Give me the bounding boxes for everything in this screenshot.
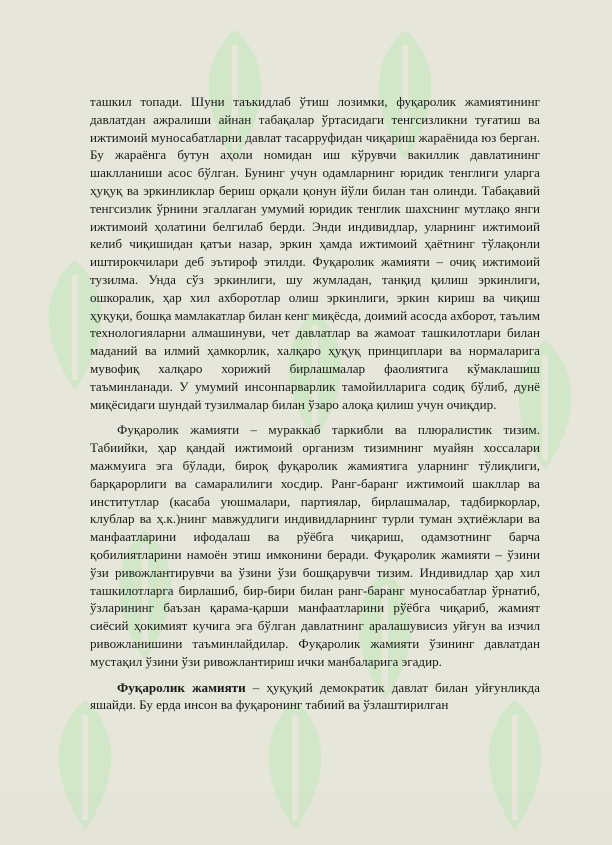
paragraph-3-term: Фуқаролик жамияти <box>117 679 246 695</box>
body-text <box>90 93 540 714</box>
paragraph-3-text: – ҳуқуқий демократик давлат билан уйғунликда яшайди. Бу ерда инсон ва фуқаронинг табиий ва ўзлаштирилган <box>90 679 540 713</box>
paragraph-3 <box>90 679 540 715</box>
paragraph-1: ташкил топади. Шуни таъкидлаб ўтиш лозимки, фуқаролик жамиятининг давлатдан ажралиши айнан табақалар ўртасидаги тенгсизликни туғатиш ва ижтимоий муносабатларни давлат тасарруфидан чиқариш жараёнида юз берган. Бу жараёнга бутун аҳоли номидан иш кўрувчи вакиллик давлатининг шаклланиши асос бўлган. Бунинг учун одамларнинг юридик тенглиги уларга ҳуқуқ ва эркинликлар бериш орқали қонун йўли билан тан олинди. Табақавий тенгсизлик ўрнини эгаллаган умумий юридик тенглик шахснинг мутлақо янги ижтимоий ҳолатини белгилаб берди. Энди индивидлар, уларнинг ижтимоий келиб чиқишидан қатъи назар, эркин ҳамда ижтимоий ҳаётнинг тўлақонли иштирокчилари деб эътироф этилди. Фуқаролик жамияти – очиқ ижтимоий тузилма. Унда сўз эркинлиги, шу жумладан, танқид қилиш эркинлиги, ошкоралик, ҳар хил ахборотлар олиш эркинлиги, эркин кириш ва чиқиш ҳуқуқи, бошқа мамлакатлар билан кенг миқёсда, доимий асосда ахборот, таълим технологияларни алмашинуви, чет давлатлар ва жамоат ташкилотлари билан маданий ва илмий ҳамкорлик, халқаро ҳуқуқ принциплари ва нормаларига мувофиқ халқаро хорижий бирлашмалар фаолиятига кўмаклашиш таъминланади. У умумий инсонпарварлик тамойилларига содиқ бўлиб, дунё миқёсидаги шундай тузилмалар билан ўзаро алоқа қилиш учун очиқдир. <box>90 94 540 412</box>
paragraph-2: Фуқаролик жамияти – мураккаб таркибли ва плюралистик тизим. Табиийки, ҳар қандай ижтимоий организм тизимнинг муайян хоссалари мажмуига эга бўлади, бироқ фуқаролик жамиятига уларнинг тўлиқлиги, барқарорлиги ва самаралилиги хосдир. Ранг-баранг ижтимоий шакллар ва институтлар (касаба уюшмалари, партиялар, бирлашмалар, тадбиркорлар, клублар ва ҳ.к.)нинг мавжудлиги индивидларнинг турли туман эҳтиёжлари ва манфаатларини ифодалаш ва рўёбга чиқариш, одамзотнинг барча қобилиятларини намоён этиш имконини беради. Фуқаролик жамияти – ўзини ўзи ривожлантирувчи ва ўзини ўзи бошқарувчи тизим. Индивидлар ҳар хил ташкилотларга бирлашиб, бир-бири билан ранг-баранг муносабатлар ўрнатиб, ўзларининг баъзан қарама-қарши манфаатларини рўёбга чиқариб, жамият сиёсий ҳокимият кучига эга бўлган давлатнинг аралашувисиз уйғун ва изчил ривожланишини таъминлайдилар. Фуқаролик жамияти ўзининг давлатдан мустақил ўзини ўзи ривожлантириш ички манбаларига эгадир. <box>90 422 540 669</box>
